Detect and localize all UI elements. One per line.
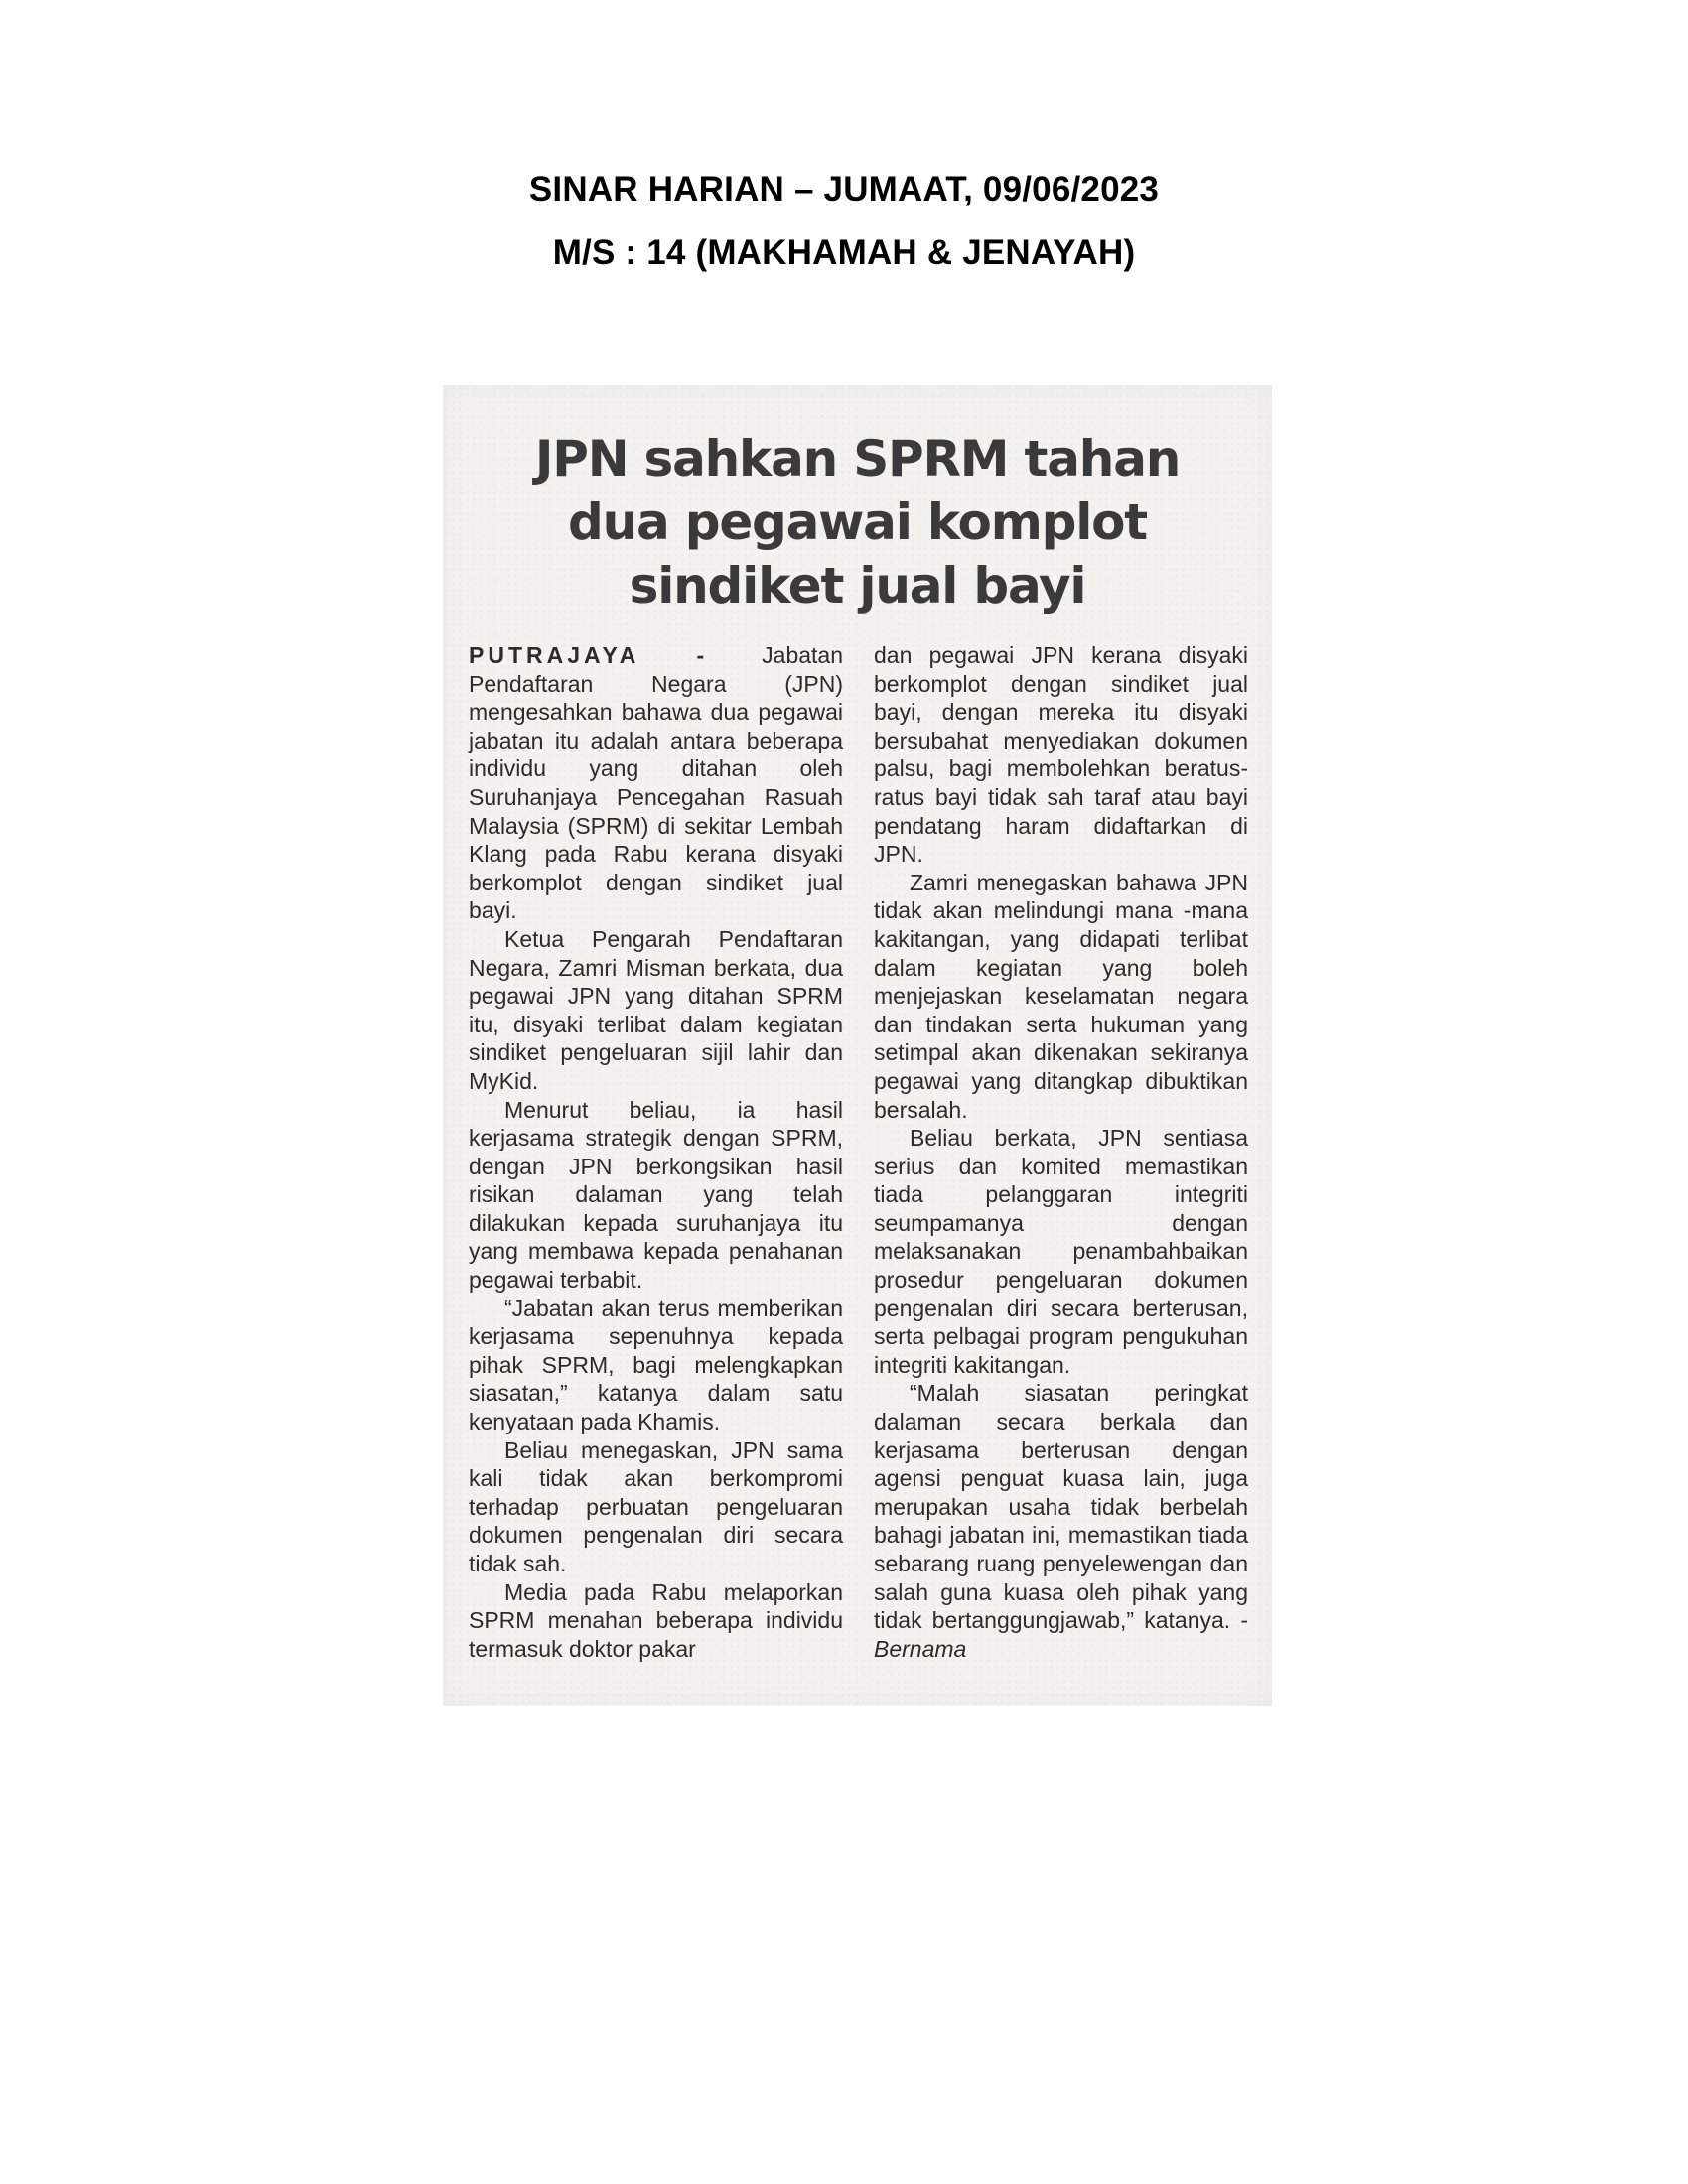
article-paragraph: Beliau menegaskan, JPN sama kali tidak akan berkompromi terhadap perbuatan pengeluaran dokumen pengenalan diri secara tidak sah. [469, 1436, 843, 1576]
dateline: PUTRAJAYA - [469, 642, 709, 668]
article-paragraph [469, 641, 843, 925]
newspaper-clipping [443, 385, 1272, 1706]
page-section-line: M/S : 14 (MAKHAMAH & JENAYAH) [552, 233, 1136, 272]
article-column-right [874, 641, 1248, 1663]
headline-line: dua pegawai komplot [568, 493, 1147, 551]
headline-line: JPN sahkan SPRM tahan [534, 430, 1181, 487]
article-paragraph: Zamri menegaskan bahawa JPN tidak akan melindungi mana -mana kakitangan, yang didapati terlibat dalam kegiatan yang boleh menjejaskan keselamatan negara dan tindakan serta hukuman yang setimpal akan dikenakan sekiranya pegawai yang ditangkap dibuktikan bersalah. [874, 869, 1248, 1123]
article-paragraph: dan pegawai JPN kerana disyaki berkomplot dengan sindiket jual bayi, dengan mereka itu disyaki bersubahat menyediakan dokumen palsu, bagi membolehkan beratus-ratus bayi tidak sah taraf atau bayi pendatang haram didaftarkan di JPN. [874, 642, 1248, 868]
article-paragraph: “Jabatan akan terus memberikan kerjasama sepenuhnya kepada pihak SPRM, bagi melengkapkan siasatan,” katanya dalam satu kenyataan pada Khamis. [469, 1295, 843, 1435]
clipping-header [0, 171, 1688, 272]
article-column-left [469, 641, 843, 1663]
article-paragraph: Media pada Rabu melaporkan SPRM menahan beberapa individu termasuk doktor pakar [469, 1578, 843, 1662]
article-paragraph [874, 1379, 1248, 1663]
lead-text: Jabatan Pendaftaran Negara (JPN) mengesahkan bahawa dua pegawai jabatan itu adalah antara beberapa individu yang ditahan oleh Suruhanjaya Pencegahan Rasuah Malaysia (SPRM) di sekitar Lembah Klang pada Rabu kerana disyaki berkomplot dengan sindiket jual bayi. [469, 642, 844, 924]
headline-line: sindiket jual bayi [629, 557, 1086, 614]
article-paragraph: Beliau berkata, JPN sentiasa serius dan komited memastikan tiada pelanggaran integriti seumpamanya dengan melaksanakan penambahbaikan prosedur pengeluaran dokumen pengenalan diri secara berterusan, serta pelbagai program pengukuhan integriti kakitangan. [874, 1125, 1248, 1378]
article-headline [443, 427, 1272, 617]
byline: Bernama [874, 1635, 967, 1662]
closing-text: “Malah siasatan peringkat dalaman secara berkala dan kerjasama berterusan dengan agensi penguat kuasa lain, juga merupakan usaha tidak berbelah bahagi jabatan ini, memastikan tiada sebarang ruang penyelewengan dan salah guna kuasa oleh pihak yang tidak bertanggungjawab,” katanya. - [874, 1380, 1248, 1634]
article-paragraph: Ketua Pengarah Pendaftaran Negara, Zamri Misman berkata, dua pegawai JPN yang ditahan SPRM itu, disyaki terlibat dalam kegiatan sindiket pengeluaran sijil lahir dan MyKid. [469, 925, 843, 1094]
article-paragraph: Menurut beliau, ia hasil kerjasama strategik dengan SPRM, dengan JPN berkongsikan hasil risikan dalaman yang telah dilakukan kepada suruhanjaya itu yang membawa kepada penahanan pegawai terbabit. [469, 1096, 843, 1294]
publication-date-line: SINAR HARIAN – JUMAAT, 09/06/2023 [528, 170, 1160, 208]
article-body [469, 641, 1248, 1663]
